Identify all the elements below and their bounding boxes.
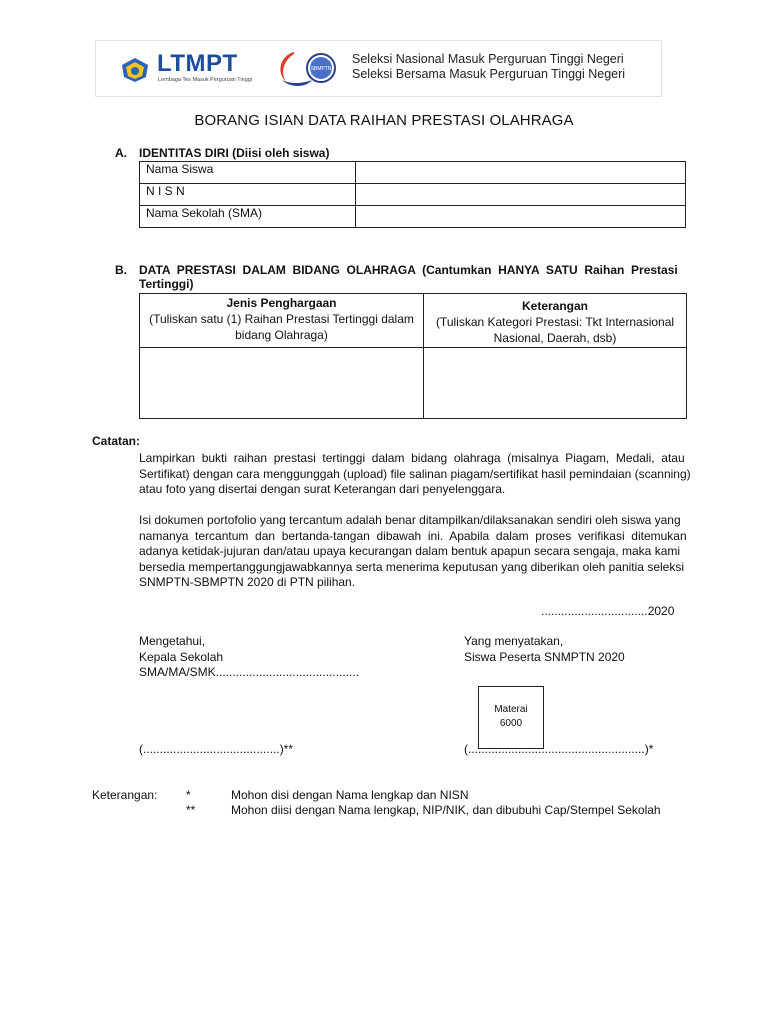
right-signature-line: Siswa Peserta SNMPTN 2020 [464,649,625,664]
date-line: ................................2020 [541,604,675,618]
ltmpt-logo-text: LTMPT [157,50,238,77]
footnote-text: Mohon disi dengan Nama lengkap dan NISN [231,788,469,802]
achievement-table [139,293,687,419]
stamp-value: 6000 [499,718,523,729]
description-input[interactable] [424,348,687,419]
row-label: Nama Siswa [140,162,356,184]
notes-p1-line: Lampirkan bukti raihan prestasi tertinggi dalam bidang olahraga (misalnya Piagam, Medali, atau [139,451,685,465]
footnote-mark: * [186,788,191,802]
notes-p1-line: Sertifikat) dengan cara menggunggah (upload) file salinan piagam/sertifikat hasil pemindaian (scanning) [139,466,691,481]
notes-paragraph-1 [139,451,691,498]
notes-heading: Catatan: [92,434,141,448]
award-type-hint-2: bidang Olahraga) [235,328,328,342]
table-row [140,184,686,206]
nisn-field[interactable] [356,184,686,206]
snmptn-badge-text: SBMPTN [310,66,332,72]
student-name-blank[interactable]: (.....................................................)* [464,742,654,756]
section-a-heading: IDENTITAS DIRI (Diisi oleh siswa) [139,146,330,160]
description-hint-2: Nasional, Daerah, dsb) [493,331,617,345]
section-b-heading-line2: Tertinggi) [139,277,194,291]
notes-p2-line: Isi dokumen portofolio yang tercantum adalah benar ditampilkan/dilaksanakan sendiri oleh siswa yang [139,513,681,527]
notes-p2-line: bersedia mempertanggungjawabkannya serta menerima keputusan yang diberikan oleh panitia seleksi [139,559,684,574]
description-hint-1: (Tuliskan Kategori Prestasi: Tkt Internasional [435,315,675,329]
header-line-2: Seleksi Bersama Masuk Perguruan Tinggi Negeri [352,67,626,81]
description-title: Keterangan [521,299,589,313]
right-signature-line: Yang menyatakan, [464,634,564,648]
notes-p2-line: SNMPTN-SBMPTN 2020 di PTN pilihan. [139,575,356,589]
table-row [140,348,687,419]
section-a-label: A. [115,146,127,160]
principal-name-blank[interactable]: (.........................................)** [139,742,294,756]
snmptn-logo-icon [272,46,338,90]
table-header-row [140,294,687,348]
footnote-text: Mohon diisi dengan Nama lengkap, NIP/NIK, dan dibubuhi Cap/Stempel Sekolah [231,803,661,817]
name-field[interactable] [356,162,686,184]
footnote-mark: ** [186,803,196,817]
award-type-input[interactable] [140,348,424,419]
award-type-header [140,294,424,348]
identity-table [139,161,686,228]
stamp-label: Materai [494,704,528,715]
section-b-heading-line1: DATA PRESTASI DALAM BIDANG OLAHRAGA (Cantumkan HANYA SATU Raihan Prestasi [139,263,678,277]
notes-p2-line: namanya tercantum dan bertanda-tangan dibawah ini. Apabila dalam proses verifikasi ditemukan [139,528,687,543]
ltmpt-logo-subtitle: Lembaga Tes Masuk Perguruan Tinggi [158,77,253,83]
award-type-title: Jenis Penghargaan [226,296,337,310]
notes-paragraph-2 [139,513,687,591]
footnotes-label: Keterangan: [92,788,158,802]
notes-p1-line: atau foto yang disertai dengan surat Keterangan dari penyelenggara. [139,482,506,496]
left-signature-line: Kepala Sekolah [139,649,224,664]
table-row [140,162,686,184]
header-line-1: Seleksi Nasional Masuk Perguruan Tinggi Negeri [352,52,624,66]
row-label: N I S N [140,184,356,206]
description-header [424,294,687,348]
section-b-label: B. [115,263,127,277]
document-title: BORANG ISIAN DATA RAIHAN PRESTASI OLAHRAGA [194,112,574,129]
ltmpt-emblem-icon [120,57,150,83]
left-signature-block [139,634,359,681]
school-field[interactable] [356,206,686,228]
stamp-box [478,686,544,749]
award-type-hint-1: (Tuliskan satu (1) Raihan Prestasi Tertinggi dalam [149,312,414,326]
notes-p2-line: adanya ketidak-jujuran dan/atau upaya kecurangan dalam bentuk apapun secara sengaja, maka kami [139,544,681,558]
right-signature-block [464,634,625,665]
left-signature-line: SMA/MA/SMK........................................... [139,665,360,679]
table-row [140,206,686,228]
left-signature-line: Mengetahui, [139,634,206,648]
row-label: Nama Sekolah (SMA) [140,206,356,228]
